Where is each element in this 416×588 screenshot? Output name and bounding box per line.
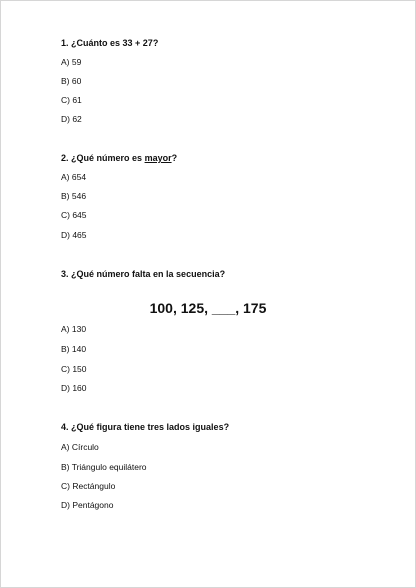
question-2 [61, 152, 178, 240]
question-3-option-d: D) 160 [61, 383, 87, 393]
question-4-option-b: B) Triángulo equilátero [61, 462, 147, 472]
question-2-option-b: B) 546 [61, 191, 87, 201]
question-1 [61, 37, 159, 124]
question-4-option-d: D) Pentágono [61, 500, 114, 510]
question-4-option-c: C) Rectángulo [61, 481, 116, 491]
question-1-text: ¿Cuánto es 33 + 27? [71, 38, 159, 48]
question-3-sequence: 100, 125, ___, 175 [149, 300, 267, 316]
question-2-number: 2. [61, 153, 69, 163]
question-2-text-after: ? [171, 153, 178, 163]
question-4 [61, 421, 230, 510]
question-2-text-before: ¿Qué número es [71, 153, 145, 163]
question-3-title [61, 268, 225, 280]
question-1-option-d: D) 62 [61, 114, 82, 124]
question-2-option-d: D) 465 [61, 230, 87, 240]
question-1-option-c: C) 61 [61, 95, 82, 105]
question-2-option-c: C) 645 [61, 210, 87, 220]
question-3-number: 3. [61, 269, 69, 279]
question-1-option-a: A) 59 [61, 57, 82, 67]
question-1-option-b: B) 60 [61, 76, 82, 86]
question-3-option-b: B) 140 [61, 344, 87, 354]
question-4-option-a: A) Círculo [61, 442, 99, 452]
question-1-title [61, 37, 158, 49]
question-2-title [61, 152, 177, 164]
question-4-number: 4. [61, 422, 69, 432]
question-1-number: 1. [61, 38, 69, 48]
question-3 [61, 268, 225, 280]
question-3-text: ¿Qué número falta en la secuencia? [71, 269, 226, 279]
question-2-option-a: A) 654 [61, 172, 87, 182]
question-3-option-a: A) 130 [61, 324, 87, 334]
question-4-text: ¿Qué figura tiene tres lados iguales? [71, 422, 230, 432]
question-2-emphasis: mayor [144, 153, 172, 163]
question-3-option-c: C) 150 [61, 364, 87, 374]
question-4-title [61, 421, 229, 433]
